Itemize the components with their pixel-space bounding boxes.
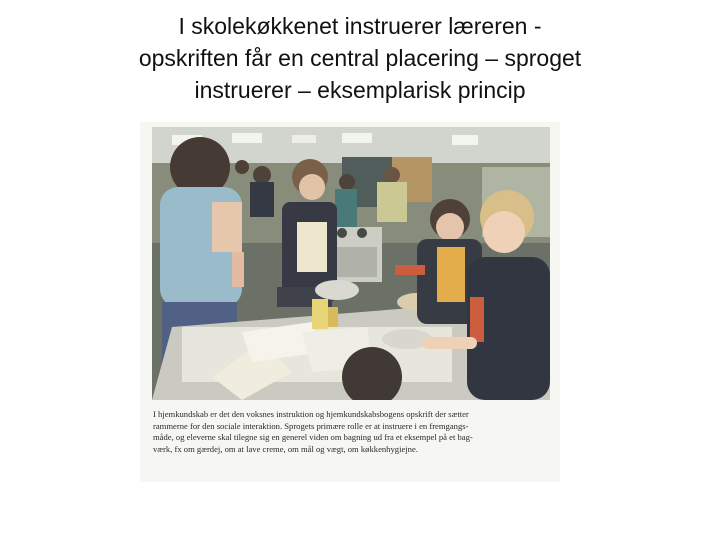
slide-title [60,10,660,106]
slide-title-line-3: instruerer – eksemplarisk princip [194,77,526,103]
caption-line-2: rammerne for den sociale interaktion. Sprogets primære rolle er at instruere i en fremgangs- [153,420,469,431]
caption-line-1: I hjemkundskab er det den voksnes instruktion og hjemkundskabsbogens opskrift der sætter [153,409,469,419]
classroom-kitchen-photo [152,127,550,400]
caption-line-4: værk, fx om gærdej, om at lave creme, om mål og vægt, om køkkenhygiejne. [153,443,418,454]
photo-caption [153,409,548,455]
slide-title-line-1: I skolekøkkenet instruerer læreren - [178,13,542,39]
slide-title-line-2: opskriften får en central placering – sproget [138,45,582,71]
caption-line-3: måde, og eleverne skal tilegne sig en generel viden om bagning ud fra et eksempel på et bag- [153,432,473,443]
